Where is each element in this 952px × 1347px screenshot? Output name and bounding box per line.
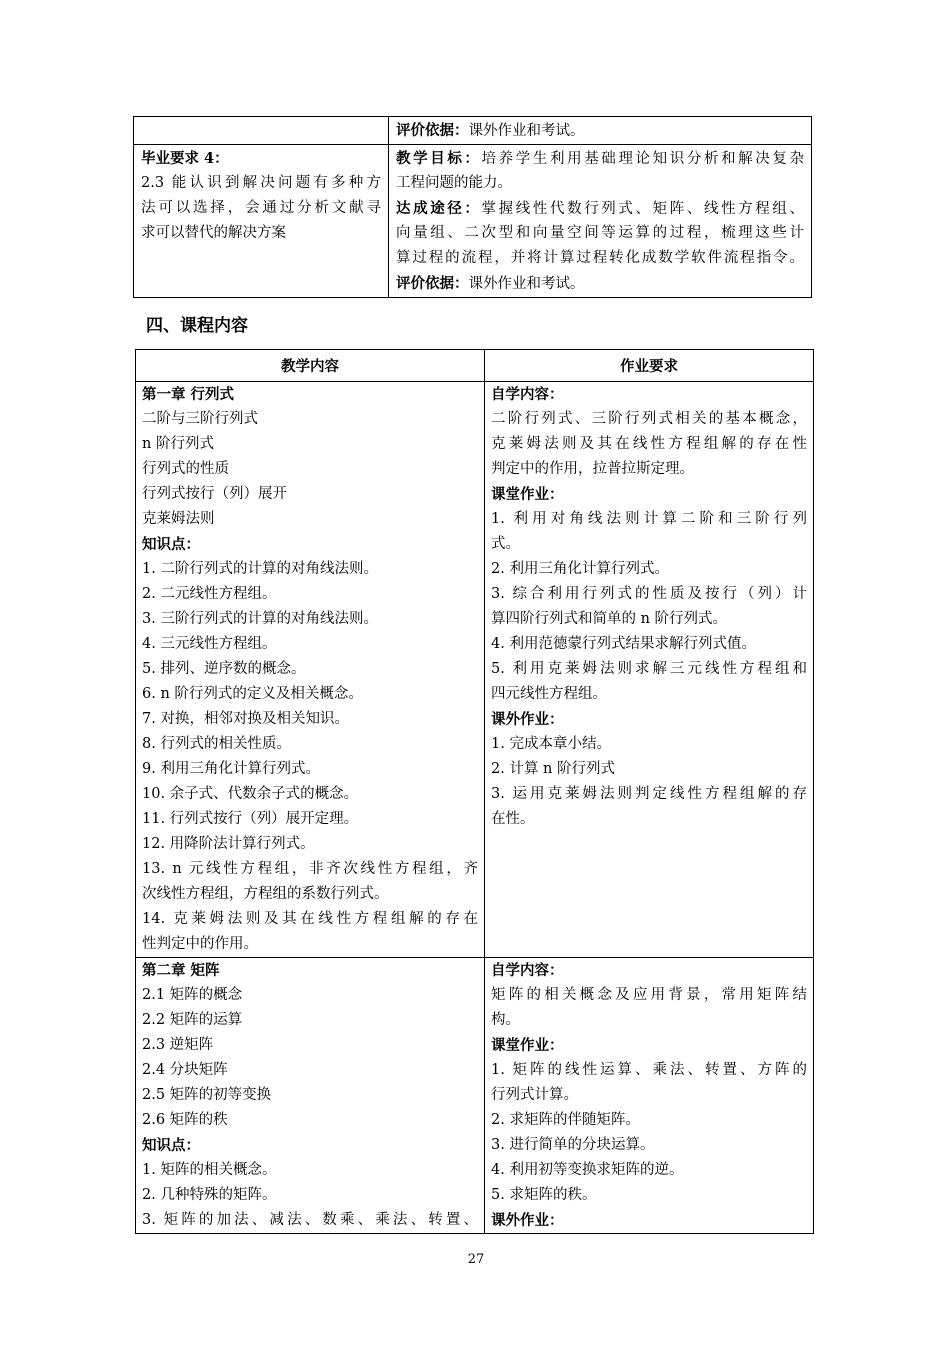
text-line: 2. 求矩阵的伴随矩阵。	[491, 1112, 640, 1128]
objective-cell	[389, 145, 812, 298]
text-line: 2. 二元线性方程组。	[142, 586, 277, 602]
requirement-cell	[134, 145, 389, 298]
text-line: 课堂作业：	[491, 1037, 564, 1054]
goal-text-cont: 工程问题的能力。	[396, 175, 512, 191]
text-line: 6. n 阶行列式的定义及相关概念。	[142, 686, 363, 702]
text-line: 1. 二阶行列式的计算的对角线法则。	[142, 561, 378, 577]
requirement-lines	[141, 171, 381, 246]
text-line: 3. 运用克莱姆法则判定线性方程组解的存	[491, 786, 807, 802]
requirement-line: 法可以选择，会通过分析文献寻	[141, 200, 381, 216]
text-line: 2.3 逆矩阵	[142, 1037, 214, 1053]
text-line: 4. 三元线性方程组。	[142, 636, 277, 652]
text-line: 在性。	[491, 811, 535, 827]
text-line: 课外作业：	[491, 711, 564, 728]
text-line: 知识点：	[142, 1137, 200, 1154]
text-line: 次线性方程组，方程组的系数行列式。	[142, 886, 389, 902]
text-line: 1. 利用对角线法则计算二阶和三阶行列	[491, 511, 807, 527]
text-line: 第一章 行列式	[142, 386, 235, 403]
text-line: 2.6 矩阵的秩	[142, 1112, 228, 1128]
text-line: 课堂作业：	[491, 486, 564, 503]
text-line: 判定中的作用，拉普拉斯定理。	[491, 461, 694, 477]
text-line: 5. 排列、逆序数的概念。	[142, 661, 306, 677]
text-line: 2. 几种特殊的矩阵。	[142, 1187, 277, 1203]
text-line: 1. 矩阵的线性运算、乘法、转置、方阵的	[491, 1062, 807, 1078]
text-line: 5. 利用克莱姆法则求解三元线性方程组和	[491, 661, 807, 677]
text-line: 9. 利用三角化计算行列式。	[142, 761, 320, 777]
chapter1-assignment-cell	[485, 382, 814, 958]
evaluation-label: 评价依据：	[396, 275, 469, 292]
header-assignment-requirement: 作业要求	[485, 350, 814, 382]
path-text: 掌握线性代数行列式、矩阵、线性方程组、	[481, 201, 804, 217]
text-line: 7. 对换，相邻对换及相关知识。	[142, 711, 349, 727]
text-line: n 阶行列式	[142, 436, 214, 452]
requirement-line: 2.3 能认识到解决问题有多种方	[141, 175, 381, 191]
text-line: 性判定中的作用。	[142, 936, 258, 952]
text-line: 13. n 元线性方程组，非齐次线性方程组，齐	[142, 861, 478, 877]
requirement-line: 求可以替代的解决方案	[141, 225, 286, 241]
text-line: 4. 利用初等变换求矩阵的逆。	[491, 1162, 684, 1178]
text-line: 5. 求矩阵的秩。	[491, 1187, 597, 1203]
goal-text: 培养学生利用基础理论知识分析和解决复杂	[481, 151, 804, 167]
section-title: 四、课程内容	[146, 316, 248, 336]
text-line: 2.5 矩阵的初等变换	[142, 1087, 272, 1103]
text-line: 矩阵的相关概念及应用背景，常用矩阵结	[491, 987, 807, 1003]
table-row	[134, 145, 812, 298]
text-line: 克莱姆法则及其在线性方程组解的存在性	[491, 436, 807, 452]
text-line: 3. 综合利用行列式的性质及按行（列）计	[491, 586, 807, 602]
text-line: 自学内容：	[491, 962, 564, 979]
text-line: 自学内容：	[491, 386, 564, 403]
text-line: 行列式的性质	[142, 461, 229, 477]
text-line: 课外作业：	[491, 1212, 564, 1229]
text-line: 克莱姆法则	[142, 511, 215, 527]
text-line: 14. 克莱姆法则及其在线性方程组解的存在	[142, 911, 478, 927]
chapter2-content-cell	[136, 958, 485, 1234]
evaluation-text: 课外作业和考试。	[468, 123, 585, 139]
table-row	[136, 958, 814, 1234]
text-line: 构。	[491, 1012, 520, 1028]
text-line: 二阶行列式、三阶行列式相关的基本概念，	[491, 411, 807, 427]
text-line: 式。	[491, 536, 520, 552]
text-line: 2. 计算 n 阶行列式	[491, 761, 615, 777]
evaluation-text: 课外作业和考试。	[468, 276, 585, 292]
header-teaching-content: 教学内容	[136, 350, 485, 382]
table-row	[136, 382, 814, 958]
text-line: 8. 行列式的相关性质。	[142, 736, 291, 752]
goal-label: 教学目标：	[396, 150, 482, 167]
text-line: 行列式按行（列）展开	[142, 486, 287, 502]
page-number: 27	[467, 1252, 485, 1267]
text-line: 10. 余子式、代数余子式的概念。	[142, 786, 359, 802]
text-line: 第二章 矩阵	[142, 962, 220, 979]
text-line: 二阶与三阶行列式	[142, 411, 258, 427]
graduation-requirement-table	[133, 116, 812, 298]
table-header-row	[136, 350, 814, 382]
text-line: 4. 利用范德蒙行列式结果求解行列式值。	[491, 636, 756, 652]
text-line: 2.4 分块矩阵	[142, 1062, 228, 1078]
requirement-heading: 毕业要求 4：	[141, 150, 229, 167]
text-line: 2. 利用三角化计算行列式。	[491, 561, 669, 577]
text-line: 2.1 矩阵的概念	[142, 987, 243, 1003]
text-line: 3. 进行简单的分块运算。	[491, 1137, 655, 1153]
text-line: 行列式计算。	[491, 1087, 578, 1103]
text-line: 3. 三阶行列式的计算的对角线法则。	[142, 611, 378, 627]
text-line: 2.2 矩阵的运算	[142, 1012, 243, 1028]
evaluation-label: 评价依据：	[396, 122, 469, 139]
text-line: 11. 行列式按行（列）展开定理。	[142, 811, 359, 827]
chapter2-assignment-cell	[485, 958, 814, 1234]
empty-cell	[134, 117, 389, 145]
path-label: 达成途径：	[396, 200, 482, 217]
text-line: 算四阶行列式和简单的 n 阶行列式。	[491, 611, 728, 627]
text-line: 3. 矩阵的加法、减法、数乘、乘法、转置、	[142, 1212, 478, 1228]
course-content-table	[135, 349, 814, 1234]
chapter1-content-cell	[136, 382, 485, 958]
table-row	[134, 117, 812, 145]
text-line: 四元线性方程组。	[491, 686, 607, 702]
path-text-cont: 向量组、二次型和向量空间等运算的过程，梳理这些计	[396, 225, 804, 241]
evaluation-cell	[389, 117, 812, 145]
path-text-cont: 算过程的流程，并将计算过程转化成数学软件流程指令。	[396, 250, 804, 266]
text-line: 12. 用降阶法计算行列式。	[142, 836, 315, 852]
text-line: 1. 矩阵的相关概念。	[142, 1162, 277, 1178]
text-line: 1. 完成本章小结。	[491, 736, 611, 752]
text-line: 知识点：	[142, 536, 200, 553]
